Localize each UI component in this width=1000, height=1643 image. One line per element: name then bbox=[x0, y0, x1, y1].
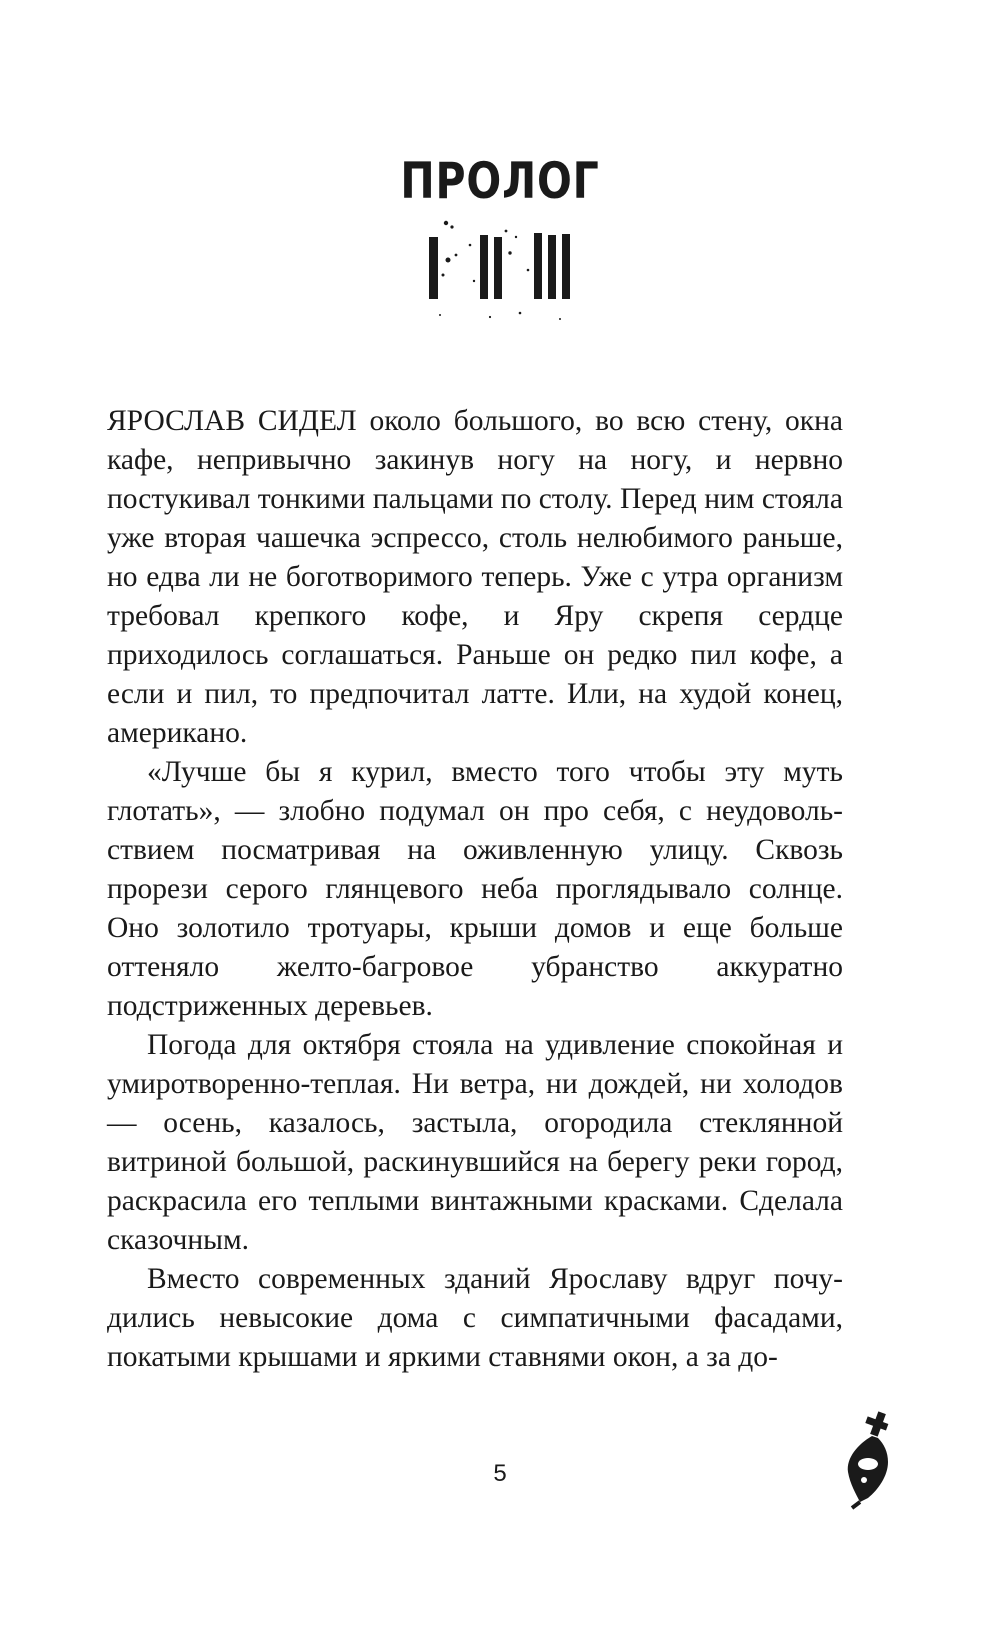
paragraph-3: Погода для октября стояла на удивление спокойная и умиротворенно-теплая. Ни ветра, ни дождей, ни холодов — осень, казалось, застыла, огородила стеклянной витриной большой, раскинувшийся на берегу реки город, раскрасила его теплыми винтажными красками. Сделала сказочным. bbox=[107, 1029, 843, 1256]
prologue-text bbox=[107, 402, 843, 1377]
potion-flask-icon bbox=[838, 1410, 904, 1515]
chapter-title: ПРОЛОГ bbox=[400, 151, 600, 210]
tally-marks-icon bbox=[0, 215, 1000, 335]
paragraph-2: «Лучше бы я курил, вместо того чтобы эту муть глотать», — злобно подумал он про себя, с неудовольствием посматривая на оживленную улицу. Сквозь прорези серого глянцевого неба проглядывало солнце. Оно золотило тротуары, крыши домов и еще больше оттеняло желто-багровое убранство аккуратно подстриженных деревьев. bbox=[107, 756, 843, 1022]
paragraph-4: Вместо современных зданий Ярославу вдруг почудились невысокие дома с симпатичными фасадами, покатыми крышами и яркими ставнями окон, а за до- bbox=[107, 1263, 843, 1373]
page-number: 5 bbox=[493, 1460, 507, 1487]
paragraph-1: ЯРОСЛАВ СИДЕЛ около большого, во всю стену, окна кафе, непривычно закинув ногу на ногу, и нервно постукивал тонкими пальцами по столу. Перед ним стояла уже вторая чашечка эспрессо, столь нелюбимого раньше, но едва ли не боготворимого теперь. Уже с утра организм требовал крепкого кофе, и Яру скрепя сердце приходилось соглашаться. Раньше он редко пил кофе, а если и пил, то предпочитал латте. Или, на худой конец, американо. bbox=[107, 405, 843, 749]
